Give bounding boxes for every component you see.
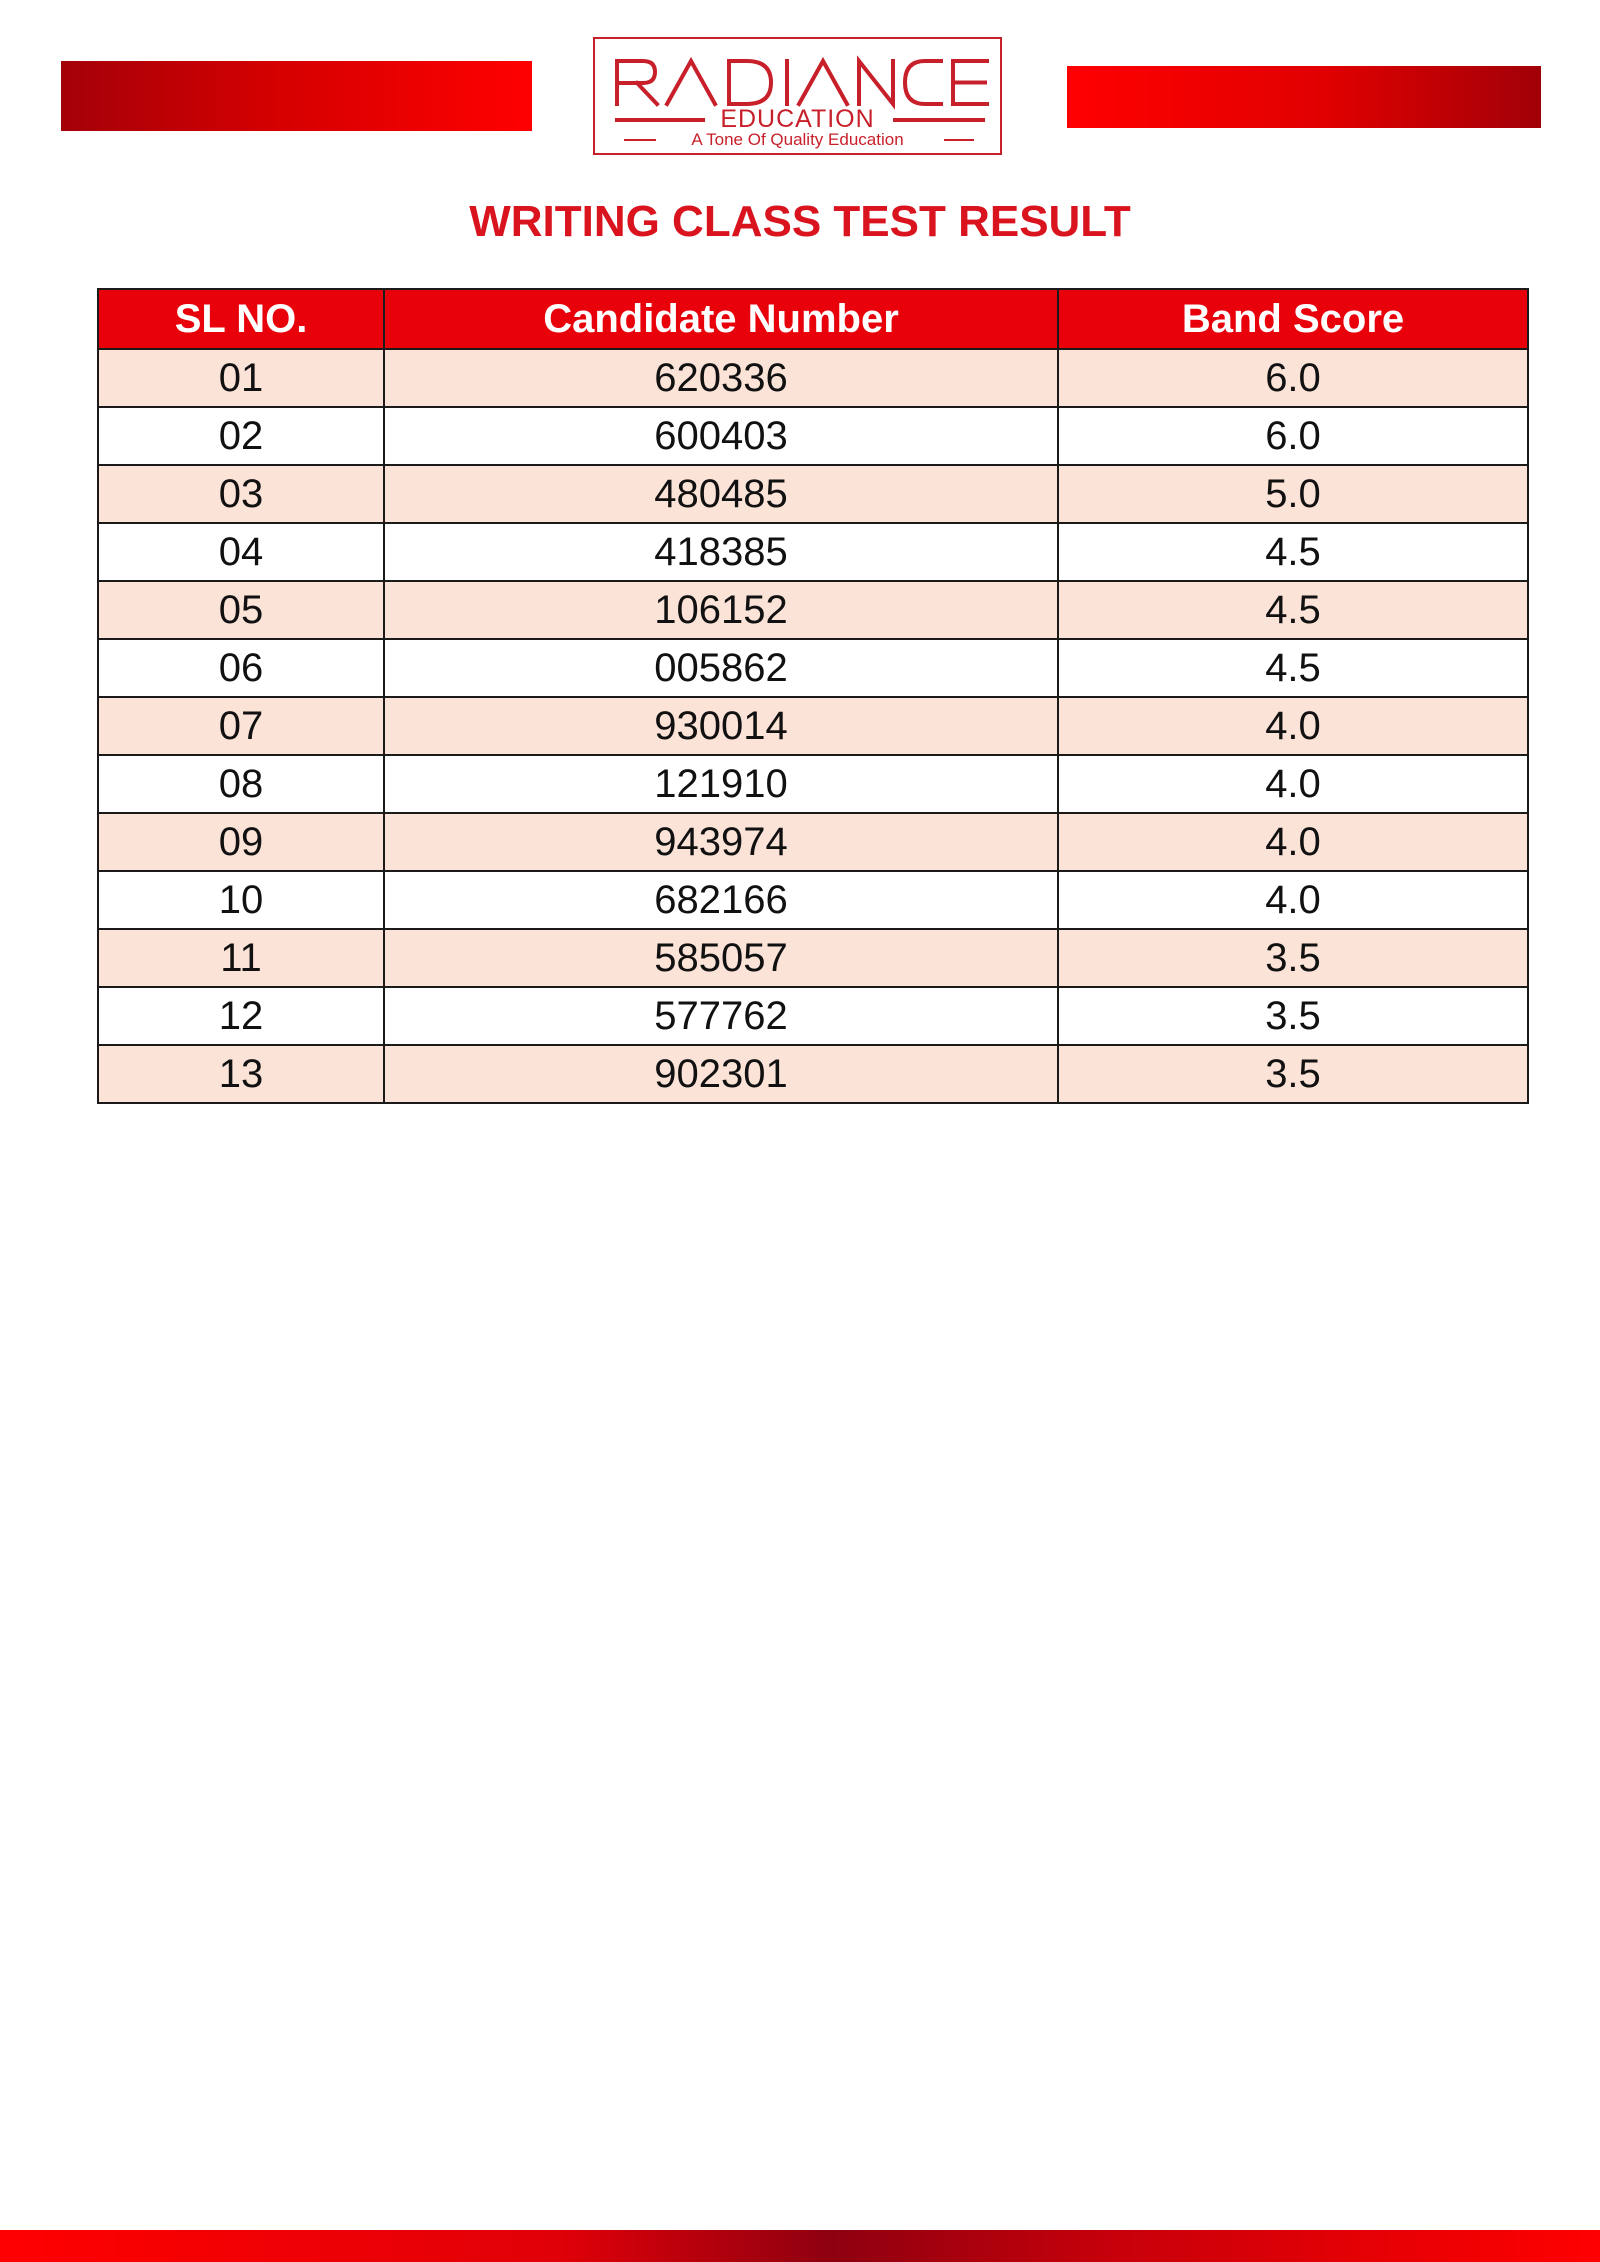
candidate-number-cell: 600403 <box>384 407 1058 465</box>
logo-sub: EDUCATION <box>720 105 875 133</box>
sl-no-cell: 01 <box>98 349 384 407</box>
table-row <box>98 407 1528 465</box>
header-bar-right <box>1067 66 1541 128</box>
candidate-number-cell: 620336 <box>384 349 1058 407</box>
band-score-cell: 6.0 <box>1058 407 1528 465</box>
table-row <box>98 349 1528 407</box>
sl-no-cell: 10 <box>98 871 384 929</box>
candidate-number-cell: 902301 <box>384 1045 1058 1103</box>
band-score-cell: 4.0 <box>1058 813 1528 871</box>
band-score-cell: 3.5 <box>1058 987 1528 1045</box>
candidate-number-cell: 682166 <box>384 871 1058 929</box>
table-header-row <box>98 289 1528 349</box>
band-score-cell: 4.5 <box>1058 639 1528 697</box>
band-score-cell: 5.0 <box>1058 465 1528 523</box>
page-title: WRITING CLASS TEST RESULT <box>469 197 1131 246</box>
candidate-number-cell: 943974 <box>384 813 1058 871</box>
sl-no-cell: 04 <box>98 523 384 581</box>
header-band-score: Band Score <box>1058 289 1528 349</box>
band-score-cell: 4.5 <box>1058 581 1528 639</box>
sl-no-cell: 07 <box>98 697 384 755</box>
table-row <box>98 523 1528 581</box>
results-table <box>97 288 1529 1104</box>
table-row <box>98 929 1528 987</box>
band-score-cell: 4.0 <box>1058 755 1528 813</box>
radiance-logo <box>593 37 1002 155</box>
sl-no-cell: 06 <box>98 639 384 697</box>
candidate-number-cell: 930014 <box>384 697 1058 755</box>
sl-no-cell: 09 <box>98 813 384 871</box>
table-row <box>98 871 1528 929</box>
sl-no-cell: 02 <box>98 407 384 465</box>
header-bar-left <box>61 61 532 131</box>
header-sl-no: SL NO. <box>98 289 384 349</box>
band-score-cell: 3.5 <box>1058 1045 1528 1103</box>
candidate-number-cell: 106152 <box>384 581 1058 639</box>
table-row <box>98 755 1528 813</box>
candidate-number-cell: 418385 <box>384 523 1058 581</box>
band-score-cell: 4.5 <box>1058 523 1528 581</box>
sl-no-cell: 08 <box>98 755 384 813</box>
band-score-cell: 6.0 <box>1058 349 1528 407</box>
table-row <box>98 581 1528 639</box>
header-candidate-number: Candidate Number <box>384 289 1058 349</box>
candidate-number-cell: 585057 <box>384 929 1058 987</box>
sl-no-cell: 05 <box>98 581 384 639</box>
logo-tagline: A Tone Of Quality Education <box>691 130 904 149</box>
band-score-cell: 4.0 <box>1058 871 1528 929</box>
band-score-cell: 3.5 <box>1058 929 1528 987</box>
table-row <box>98 987 1528 1045</box>
sl-no-cell: 12 <box>98 987 384 1045</box>
table-row <box>98 465 1528 523</box>
footer-bar <box>0 2230 1600 2262</box>
sl-no-cell: 03 <box>98 465 384 523</box>
table-row <box>98 813 1528 871</box>
candidate-number-cell: 005862 <box>384 639 1058 697</box>
table-row <box>98 697 1528 755</box>
band-score-cell: 4.0 <box>1058 697 1528 755</box>
candidate-number-cell: 121910 <box>384 755 1058 813</box>
candidate-number-cell: 577762 <box>384 987 1058 1045</box>
sl-no-cell: 11 <box>98 929 384 987</box>
sl-no-cell: 13 <box>98 1045 384 1103</box>
table-row <box>98 1045 1528 1103</box>
candidate-number-cell: 480485 <box>384 465 1058 523</box>
table-row <box>98 639 1528 697</box>
